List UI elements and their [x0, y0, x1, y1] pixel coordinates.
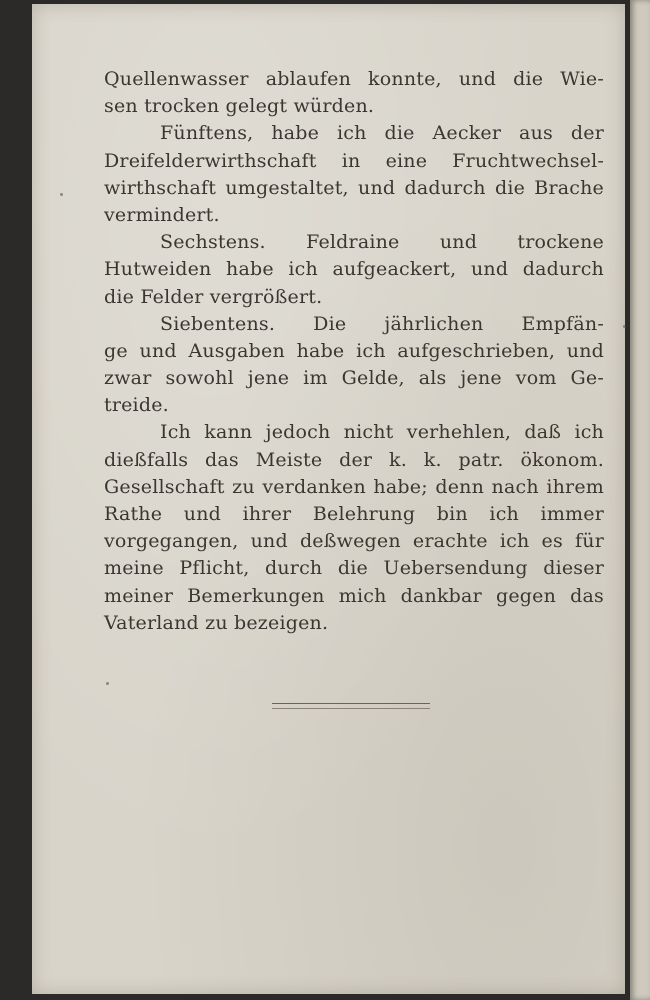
section-divider-rule [272, 703, 430, 709]
paper-speck [623, 325, 626, 328]
text-line: vorgegangen, und deßwegen erachte ich es für [104, 530, 604, 553]
text-line: zwar sowohl jene im Gelde, als jene vom Ge- [104, 367, 604, 390]
text-line: Dreifelderwirthschaft in eine Fruchtwechsel- [104, 149, 604, 172]
body-text [104, 66, 604, 637]
text-line: Fünftens, habe ich die Aecker aus der [160, 122, 604, 145]
text-line: wirthschaft umgestaltet, und dadurch die Brache [104, 176, 604, 199]
text-line: Siebentens. Die jährlichen Empfän- [160, 312, 604, 335]
text-line: Ich kann jedoch nicht verhehlen, daß ich [160, 421, 604, 444]
text-line: ge und Ausgaben habe ich aufgeschrieben, und [104, 339, 604, 362]
paper-speck [106, 682, 109, 685]
text-line: Vaterland zu bezeigen. [104, 611, 329, 634]
text-line: treide. [104, 394, 169, 417]
text-line: meiner Bemerkungen mich dankbar gegen das [104, 584, 604, 607]
text-line: Quellenwasser ablaufen konnte, und die Wie- [104, 68, 604, 90]
paper-speck [60, 193, 63, 196]
text-line: dießfalls das Meiste der k. k. patr. ökonom. [104, 448, 604, 471]
text-line: Gesellschaft zu verdanken habe; denn nach ihrem [104, 475, 604, 498]
text-line: Sechstens. Feldraine und trockene [160, 231, 604, 254]
text-line: Rathe und ihrer Belehrung bin ich immer [104, 503, 604, 525]
text-line: sen trocken gelegt würden. [104, 95, 375, 118]
text-line: vermindert. [104, 203, 220, 226]
text-line: die Felder vergrößert. [104, 285, 323, 308]
text-line: meine Pflicht, durch die Uebersendung dieser [104, 557, 604, 580]
adjacent-page-edge [630, 0, 650, 1000]
text-line: Hutweiden habe ich aufgeackert, und dadurch [104, 258, 604, 281]
